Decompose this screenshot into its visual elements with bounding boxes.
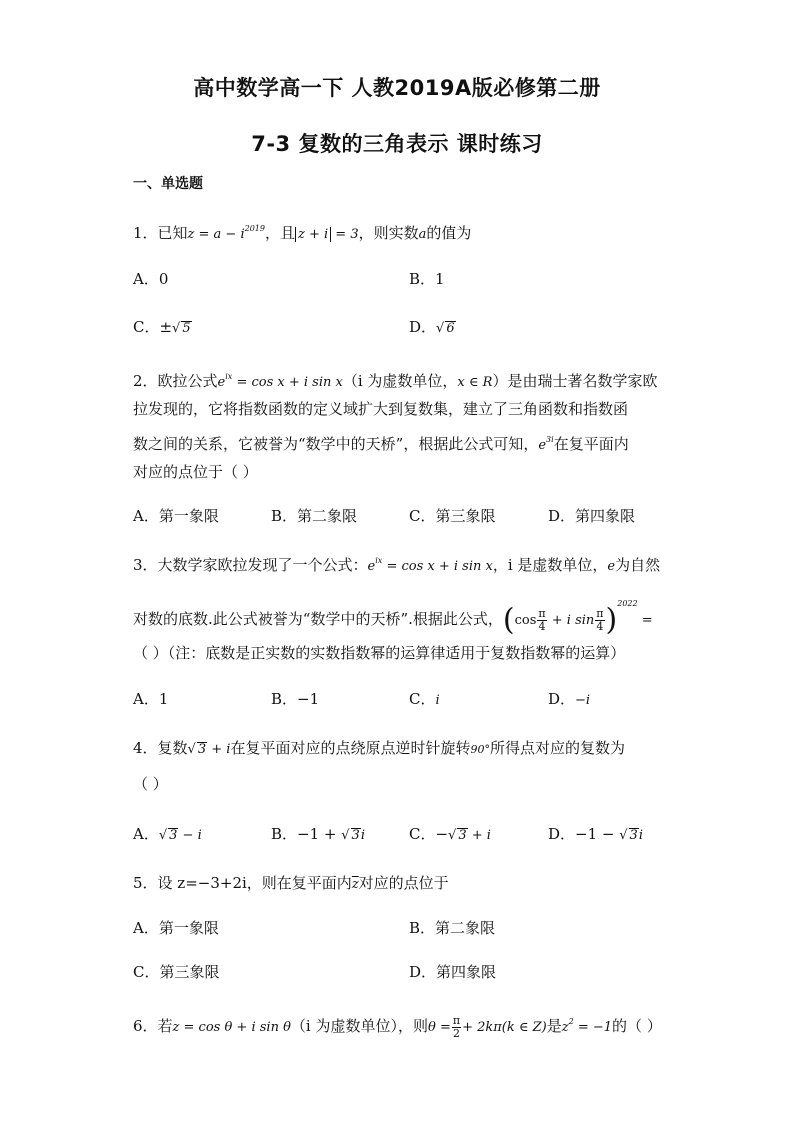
question-4-option-b: B．−1 + √ 3i — [271, 825, 365, 843]
question-5-option-a: A．第一象限 — [133, 919, 219, 937]
question-4-option-d: D．−1 − √ 3i — [548, 825, 643, 843]
question-2-stem-line4: 对应的点位于（ ） — [133, 463, 258, 481]
question-5-option-b: B．第二象限 — [409, 919, 496, 937]
question-4-option-a: A．√ 3 − i — [133, 825, 202, 843]
question-1-option-b: B．1 — [409, 270, 445, 288]
question-3-option-c: C．i — [409, 690, 440, 708]
question-2-option-d: D．第四象限 — [548, 507, 636, 525]
question-3-stem-line3: （ ）（注：底数是正实数的实数指数幂的运算律适用于复数指数幂的运算） — [133, 644, 626, 662]
question-1-option-d: D．√ 6 — [409, 318, 455, 336]
question-4-stem-line1: 4．复数√ 3 + i在复平面对应的点绕原点逆时针旋转90°所得点对应的复数为 — [133, 739, 625, 757]
question-5-option-d: D．第四象限 — [409, 963, 497, 981]
question-1-option-c: C．±√ 5 — [133, 318, 191, 336]
question-6-stem: 6．若z = cos θ + i sin θ（i 为虚数单位），则θ = $\frac{\pi}{2}$ + 2kπ(k ∈ Z)是$z^2 = -1$的（ ） — [133, 1014, 662, 1040]
question-2-option-a: A．第一象限 — [133, 507, 219, 525]
question-1-option-a: A．0 — [133, 270, 169, 288]
page-subtitle: 7-3 复数的三角表示 课时练习 — [251, 132, 543, 156]
question-2-option-c: C．第三象限 — [409, 507, 496, 525]
question-3-option-a: A．1 — [133, 690, 169, 708]
question-2-stem-line3: 数之间的关系，它被誉为“数学中的天桥”，根据此公式可知，$e^{3i}$在复平面内 — [133, 435, 629, 453]
question-3-option-b: B．−1 — [271, 690, 320, 708]
question-3-stem-line1: 3．大数学家欧拉发现了一个公式：$e^{ix} = \cos x + i$ sin x，i 是虚数单位，e为自然 — [133, 556, 661, 574]
question-4-option-c: C．−√ 3 + i — [409, 825, 491, 843]
question-3-option-d: D．−i — [548, 690, 591, 708]
question-3-stem-line2: 对数的底数.此公式被誉为“数学中的天桥”.根据此公式，(cos $\frac{\pi}{4}$ + i sin $\frac{\pi}{4}$ )$^{2022}$ = — [133, 599, 653, 638]
question-5-stem: 5．设 z=−3+2i，则在复平面内$\overline{z}$对应的点位于 — [133, 874, 449, 892]
question-2-stem-line1: 2．欧拉公式$e^{ix} = \cos x + i$ sin x（i 为虚数单位，x ∈ R）是由瑞士著名数学家欧 — [133, 372, 658, 390]
section-heading: 一、单选题 — [133, 176, 203, 192]
page-title: 高中数学高一下 人教2019A版必修第二册 — [193, 76, 601, 100]
question-1-stem: 1．已知$z = a - i^{2019}$，且 z + i = 3，则实数a的值为 — [133, 224, 472, 242]
question-2-stem-line2: 拉发现的，它将指数函数的定义域扩大到复数集，建立了三角函数和指数函 — [133, 400, 629, 418]
question-5-option-c: C．第三象限 — [133, 963, 220, 981]
question-4-stem-line2: （ ） — [133, 775, 168, 793]
question-2-option-b: B．第二象限 — [271, 507, 358, 525]
